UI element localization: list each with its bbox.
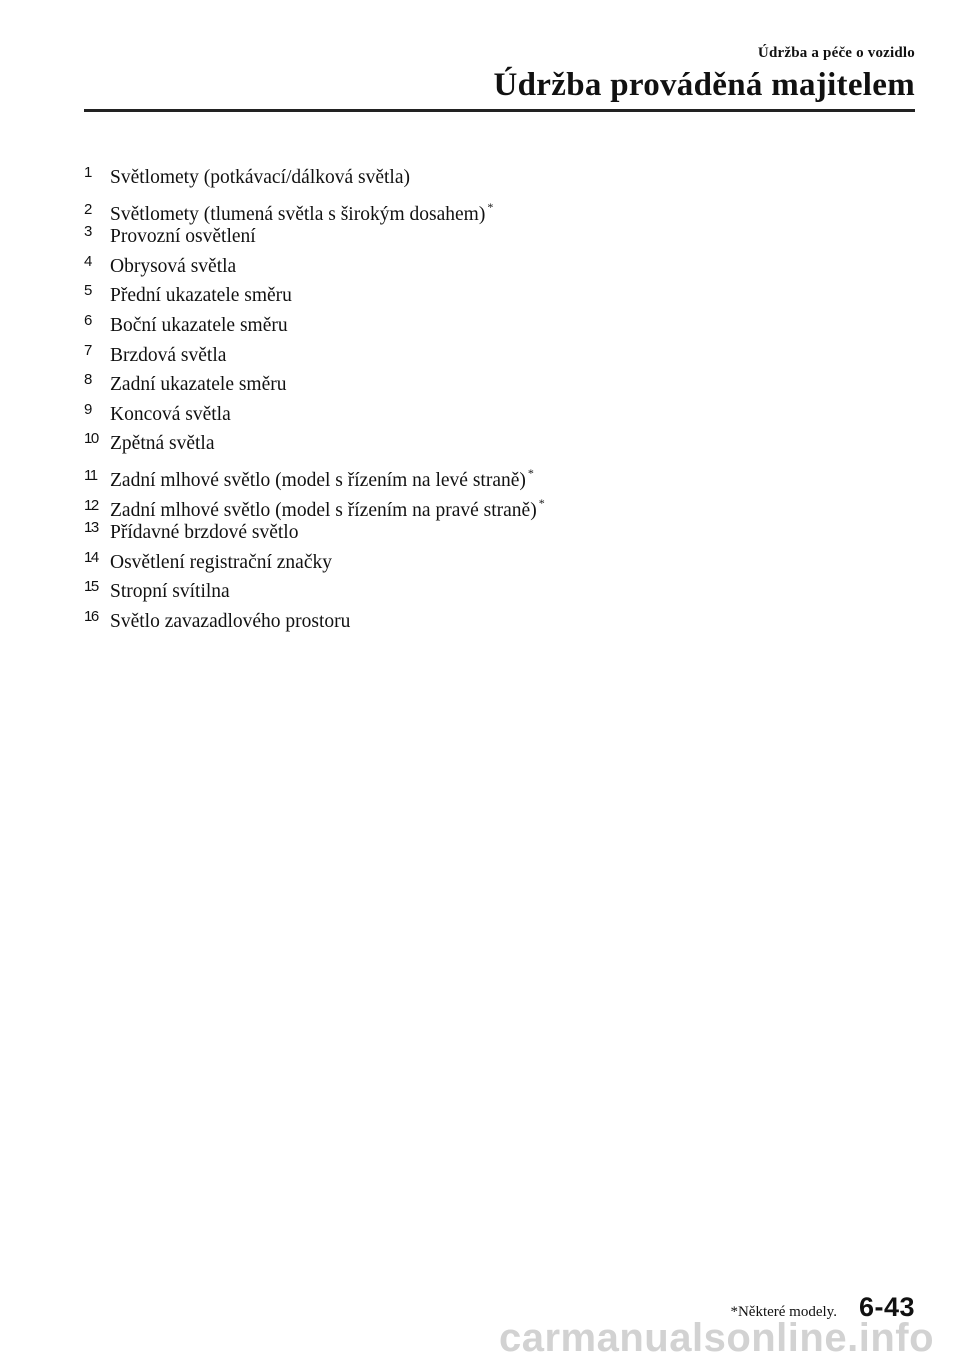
list-item (84, 341, 545, 371)
item-number: 3 (84, 223, 91, 241)
item-text: Světlo zavazadlového prostoru (110, 610, 351, 632)
list-item (84, 370, 545, 400)
item-text: Obrysová světla (110, 255, 237, 277)
item-text: Boční ukazatele směru (110, 314, 288, 336)
item-text: Zpětná světla (110, 433, 215, 455)
item-number: 6 (84, 311, 91, 329)
item-number: 5 (84, 282, 91, 300)
chapter-title: Údržba prováděná majitelem (493, 67, 915, 103)
header-divider (84, 109, 915, 112)
item-text: Provozní osvětlení (110, 226, 256, 248)
item-number: 1 (84, 164, 91, 181)
section-title: Údržba a péče o vozidlo (757, 45, 915, 61)
list-item (84, 429, 545, 459)
item-number: 15 (84, 578, 98, 596)
item-number: 13 (84, 519, 98, 537)
item-text: Osvětlení registrační značky (110, 551, 332, 573)
item-number: 16 (84, 607, 98, 625)
list-item (84, 607, 545, 637)
item-number: 2 (84, 200, 91, 218)
page-number: 6-43 (858, 1292, 915, 1322)
item-number: 4 (84, 252, 91, 270)
item-number: 10 (84, 430, 98, 448)
list-item (84, 281, 545, 311)
footnote-marker: * (538, 495, 545, 510)
footnote-marker: * (487, 199, 494, 214)
item-text: Světlomety (tlumená světla s širokým dosahem) (110, 203, 486, 225)
page-header (494, 44, 915, 105)
item-number: 9 (84, 400, 91, 418)
footnote: *Některé modely. (730, 1304, 837, 1320)
list-item (84, 459, 545, 489)
item-text: Světlomety (potkávací/dálková světla) (110, 167, 410, 188)
item-text: Přídavné brzdové světlo (110, 522, 299, 544)
item-number: 12 (84, 496, 98, 514)
list-item (84, 548, 545, 578)
item-text: Zadní ukazatele směru (110, 374, 287, 396)
footnote-marker: * (527, 465, 534, 480)
item-number: 8 (84, 371, 91, 389)
item-text: Stropní svítilna (110, 581, 230, 603)
item-text: Přední ukazatele směru (110, 285, 292, 307)
item-text: Koncová světla (110, 403, 231, 425)
item-number: 11 (84, 466, 97, 484)
item-text: Zadní mlhové světlo (model s řízením na levé straně) (110, 469, 526, 491)
list-item (84, 252, 545, 282)
list-item (84, 163, 545, 193)
list-item (84, 577, 545, 607)
list-item (84, 311, 545, 341)
list-item (84, 489, 545, 519)
item-number: 7 (84, 341, 91, 359)
item-text: Zadní mlhové světlo (model s řízením na pravé straně) (110, 499, 537, 521)
list-item (84, 400, 545, 430)
item-text: Brzdová světla (110, 344, 227, 366)
item-number: 14 (84, 548, 98, 566)
light-list (84, 163, 545, 637)
list-item (84, 193, 545, 223)
watermark: carmanualsonline.info (498, 1316, 934, 1360)
list-item (84, 222, 545, 252)
list-item (84, 518, 545, 548)
